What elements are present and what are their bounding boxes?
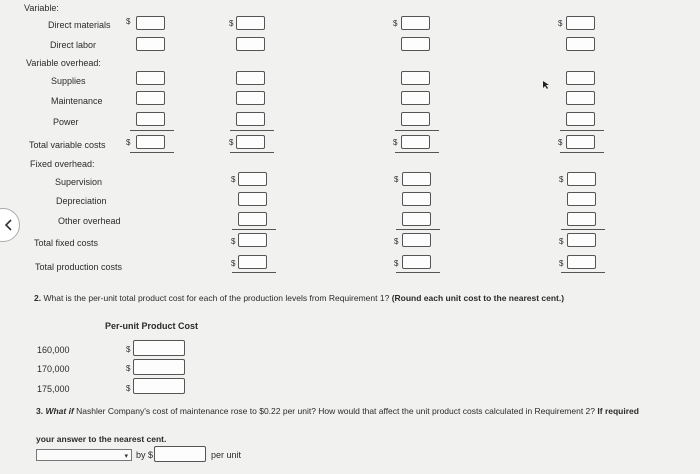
per-unit-cost-header: Per-unit Product Cost [105,321,199,331]
question-3-text [36,406,639,417]
total-production-input-col2[interactable] [238,255,267,269]
currency-symbol: $ [231,259,236,268]
total-rule [130,152,174,153]
question-3-body: Nashler Company's cost of maintenance rose to $0.22 per unit? How would that affect the unit product costs calculated in Requirement 2? [76,406,596,416]
question-3-instruction-1: If required [597,406,639,416]
total-fixed-input-col2[interactable] [238,233,267,247]
depreciation-input-col4[interactable] [567,192,596,206]
direct-labor-input-col3[interactable] [401,37,430,51]
direct-labor-label: Direct labor [50,40,97,50]
direct-materials-input-col3[interactable] [401,16,430,30]
direct-materials-input-col4[interactable] [566,16,595,30]
currency-symbol: $ [126,384,131,393]
currency-symbol: $ [126,345,131,354]
supplies-input-col2[interactable] [236,71,265,85]
maintenance-label: Maintenance [51,96,103,106]
currency-symbol: $ [394,175,399,184]
currency-symbol: $ [229,138,234,147]
total-fixed-input-col3[interactable] [402,233,431,247]
currency-symbol: $ [393,19,398,28]
total-rule [395,152,439,153]
unit-cost-input-175000[interactable] [133,378,185,394]
total-production-input-col3[interactable] [402,255,431,269]
total-variable-input-col2[interactable] [236,135,265,149]
power-input-col3[interactable] [401,112,430,126]
question-3-number: 3. [36,406,44,416]
depreciation-input-col2[interactable] [238,192,267,206]
subtotal-rule [560,130,604,131]
direct-materials-input-col2[interactable] [236,16,265,30]
total-variable-input-col1[interactable] [136,135,165,149]
total-rule [560,152,604,153]
supervision-label: Supervision [55,177,103,187]
production-level-label: 170,000 [37,364,70,374]
total-variable-input-col4[interactable] [566,135,595,149]
maintenance-input-col4[interactable] [566,91,595,105]
currency-symbol: $ [558,19,563,28]
currency-symbol: $ [126,17,131,26]
other-overhead-input-col4[interactable] [567,212,596,226]
depreciation-label: Depreciation [56,196,107,206]
chevron-left-icon [2,218,16,232]
total-rule [232,272,276,273]
maintenance-input-col1[interactable] [136,91,165,105]
other-overhead-input-col2[interactable] [238,212,267,226]
question-3-instruction-2: your answer to the nearest cent. [36,434,167,444]
other-overhead-input-col3[interactable] [402,212,431,226]
total-fixed-costs-label: Total fixed costs [34,238,99,248]
currency-symbol: $ [393,138,398,147]
question-2-text [34,293,564,304]
per-unit-label: per unit [211,450,242,460]
subtotal-rule [230,130,274,131]
by-label: by $ [136,450,154,460]
direct-labor-input-col2[interactable] [236,37,265,51]
dropdown-arrow-icon: ▾ [124,453,128,460]
total-fixed-input-col4[interactable] [567,233,596,247]
unit-cost-input-170000[interactable] [133,359,185,375]
total-rule [561,272,605,273]
maintenance-input-col3[interactable] [401,91,430,105]
total-variable-costs-label: Total variable costs [29,140,106,150]
power-input-col1[interactable] [136,112,165,126]
supplies-input-col4[interactable] [566,71,595,85]
supplies-input-col3[interactable] [401,71,430,85]
maintenance-input-col2[interactable] [236,91,265,105]
fixed-overhead-heading: Fixed overhead: [30,159,95,169]
total-variable-input-col3[interactable] [401,135,430,149]
currency-symbol: $ [126,364,131,373]
subtotal-rule [561,229,605,230]
supervision-input-col2[interactable] [238,172,267,186]
direct-materials-input-col1[interactable] [136,16,165,30]
supervision-input-col3[interactable] [402,172,431,186]
mouse-cursor-icon [542,80,550,92]
total-rule [230,152,274,153]
variable-overhead-heading: Variable overhead: [26,58,101,68]
question-2-number: 2. [34,293,42,303]
question-3-what-if: What if [45,406,74,416]
subtotal-rule [130,130,174,131]
other-overhead-label: Other overhead [58,216,121,226]
variable-heading: Variable: [24,3,59,13]
unit-cost-input-160000[interactable] [133,340,185,356]
total-production-costs-label: Total production costs [35,262,123,272]
power-input-col2[interactable] [236,112,265,126]
production-level-label: 175,000 [37,384,70,394]
power-input-col4[interactable] [566,112,595,126]
currency-symbol: $ [229,19,234,28]
previous-page-button[interactable] [0,208,20,242]
supervision-input-col4[interactable] [567,172,596,186]
total-rule [396,272,440,273]
currency-symbol: $ [148,450,154,460]
supplies-label: Supplies [51,76,86,86]
currency-symbol: $ [394,237,399,246]
currency-symbol: $ [231,237,236,246]
currency-symbol: $ [559,237,564,246]
currency-symbol: $ [559,259,564,268]
effect-dropdown[interactable] [36,449,132,461]
subtotal-rule [232,229,276,230]
currency-symbol: $ [558,138,563,147]
direct-labor-input-col1[interactable] [136,37,165,51]
question-2-body: What is the per-unit total product cost for each of the production levels from Requirement 1? [43,293,390,303]
subtotal-rule [396,229,440,230]
depreciation-input-col3[interactable] [402,192,431,206]
direct-materials-label: Direct materials [48,20,111,30]
subtotal-rule [395,130,439,131]
power-label: Power [53,117,79,127]
direct-labor-input-col4[interactable] [566,37,595,51]
currency-symbol: $ [231,175,236,184]
question-2-instruction: (Round each unit cost to the nearest cent.) [391,293,565,303]
cost-change-input[interactable] [154,446,206,462]
currency-symbol: $ [394,259,399,268]
currency-symbol: $ [559,175,564,184]
currency-symbol: $ [126,138,131,147]
supplies-input-col1[interactable] [136,71,165,85]
total-production-input-col4[interactable] [567,255,596,269]
production-level-label: 160,000 [37,345,70,355]
